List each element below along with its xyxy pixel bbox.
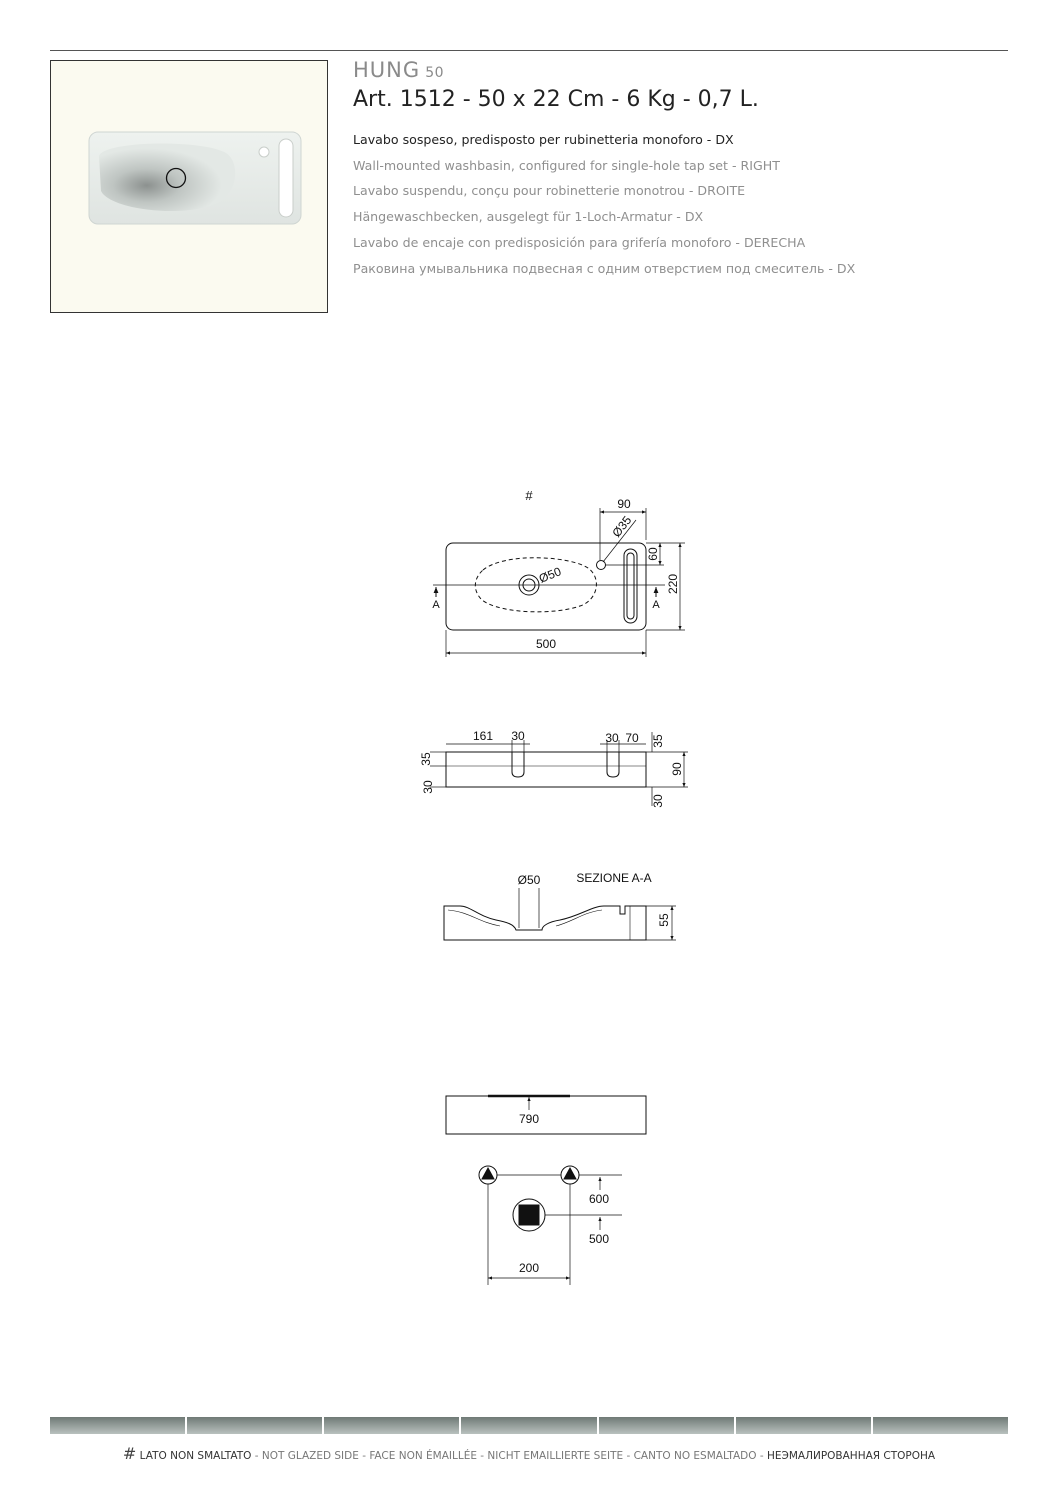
footer-bar [324,1417,459,1434]
installation-view-drawing [446,1096,646,1285]
basin-outline-rear [446,1096,646,1134]
description-it: Lavabo sospeso, predisposto per rubinetteria monoforo - DX [353,132,734,147]
fixing-icon-left [482,1168,494,1179]
towel-slot-inner [627,553,634,619]
front-view-drawing [419,729,688,808]
hash-mark: # [525,488,533,503]
section-profile [444,906,646,940]
product-size: 50 [425,65,445,81]
dim-90-front-label: 90 [670,762,684,776]
description-fr: Lavabo suspendu, conçu pour robinetterie monotrou - DROITE [353,183,746,199]
footer-bar [599,1417,734,1434]
dim-30a-label: 30 [511,729,525,743]
dim-30-left-label: 30 [421,780,435,794]
section-view-drawing [444,871,676,940]
towel-slot-top [624,549,637,623]
section-inner-right [556,910,602,926]
footer-note-it: LATO NON SMALTATO [139,1450,252,1462]
footer-bar [736,1417,871,1434]
dim-161-label: 161 [472,729,494,743]
dim-790-label: 790 [518,1112,540,1126]
description-en: Wall-mounted washbasin, configured for single-hole tap set - RIGHT [353,157,780,173]
article-line: Art. 1512 - 50 x 22 Cm - 6 Kg - 0,7 L. [353,87,759,112]
dim-d50-label: Ø50 [536,564,564,586]
section-label-left: A [432,599,440,611]
dim-600-label: 600 [588,1192,610,1206]
product-name: HUNG [353,58,421,82]
dim-35-left-label: 35 [419,752,433,766]
footer-bars [50,1417,1008,1434]
footer-bar [461,1417,596,1434]
tap-hole-top [597,561,606,570]
section-title: SEZIONE A-A [576,871,652,885]
description-es: Lavabo de encaje con predisposición para grifería monoforo - DERECHA [353,234,806,250]
top-view-drawing [432,488,685,657]
tap-profile-front [607,752,619,777]
drain-connection-icon [519,1205,539,1225]
dim-60-label: 60 [646,547,660,561]
section-inner-left [448,910,500,926]
dim-35-right-label: 35 [651,734,665,748]
footer-note-ru: НЕЭМАЛИРОВАННАЯ СТОРОНА [766,1450,936,1462]
dim-220-label: 220 [666,573,680,595]
dim-90-label: 90 [617,497,631,511]
footer-bar [873,1417,1008,1434]
fixing-icon-right [564,1168,576,1179]
dim-70-label: 70 [625,731,639,745]
dim-500-install-label: 500 [588,1232,610,1246]
description-de: Hängewaschbecken, ausgelegt für 1-Loch-Armatur - DX [353,209,704,225]
basin-outline-top [446,543,646,630]
dim-55-label: 55 [657,913,671,927]
basin-outline-front [446,752,646,787]
footer-note-rest: - NOT GLAZED SIDE - FACE NON ÉMAILLÉE - NICHT EMAILLIERTE SEITE - CANTO NO ESMALTADO - [251,1450,767,1462]
dim-30-right-label: 30 [651,794,665,808]
dim-30b-label: 30 [605,731,619,745]
footer-bar [50,1417,185,1434]
dim-500-label: 500 [535,637,557,651]
drain-profile-front [512,752,524,777]
footer-hash: # [122,1444,137,1463]
dim-d35-label: Ø35 [609,513,635,540]
footer-note [0,1444,1058,1463]
description-ru: Раковина умывальника подвесная с одним отверстием под смеситель - DX [353,260,856,276]
section-d50-label: Ø50 [517,873,541,887]
section-label-right: A [652,599,660,611]
dim-200-label: 200 [518,1261,540,1275]
footer-bar [187,1417,322,1434]
